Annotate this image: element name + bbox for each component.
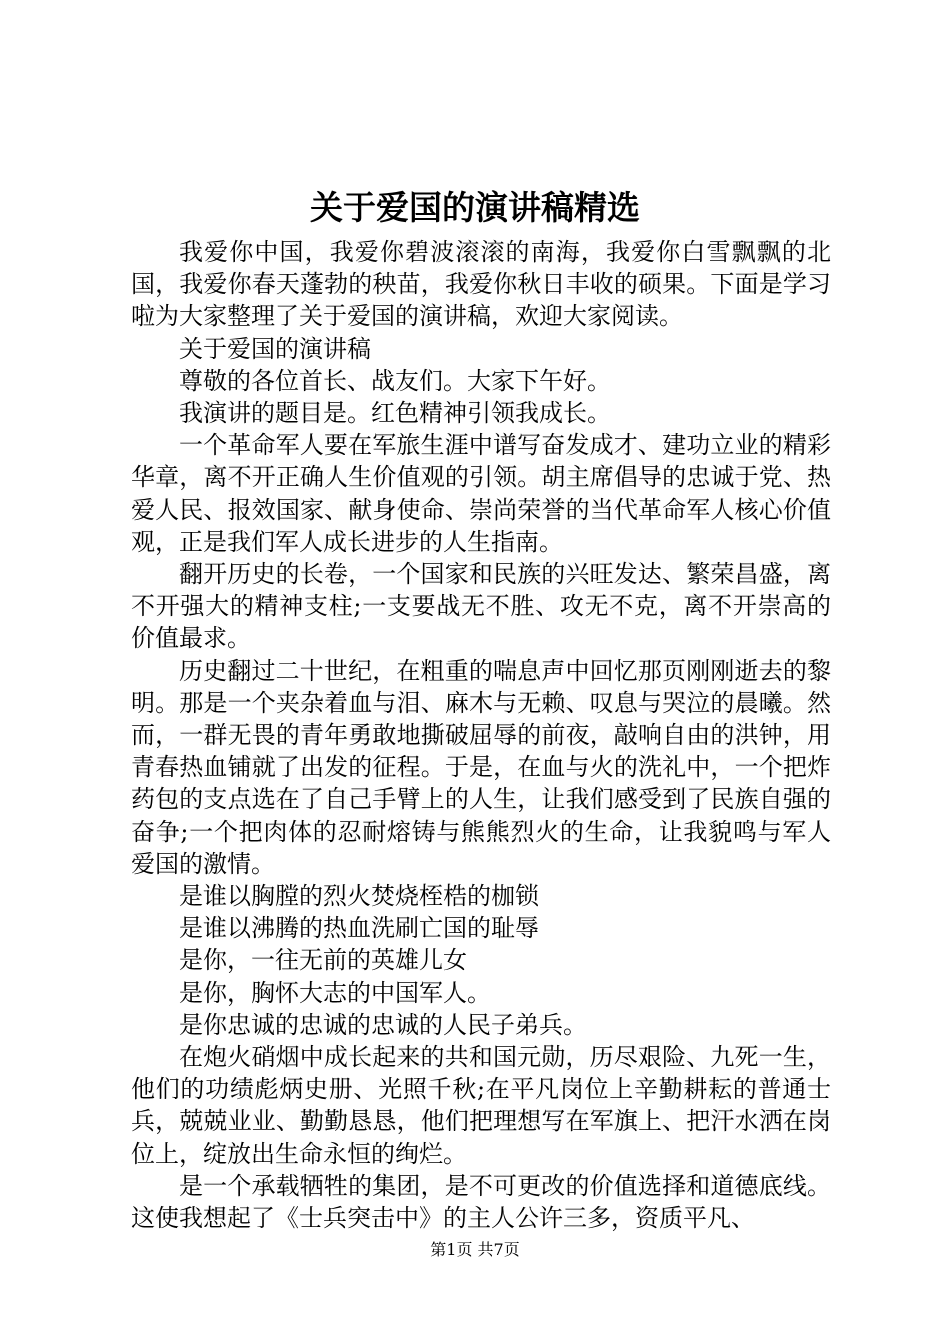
paragraph: 是谁以胸膛的烈火焚烧桎梏的枷锁	[179, 882, 539, 911]
paragraph: 在炮火硝烟中成长起来的共和国元勋，历尽艰险、九死一生，他们的功绩彪炳史册、光照千秋;在平凡岗位上辛勤耕耘的普通士兵，兢兢业业、勤勤恳恳，他们把理想写在军旗上、把汗水洒在岗位上，绽放出生命永恒的绚烂。	[131, 1043, 831, 1168]
paragraph: 是你，胸怀大志的中国军人。	[179, 978, 491, 1007]
document-title: 关于爱国的演讲稿精选	[310, 188, 640, 227]
paragraph: 翻开历史的长卷，一个国家和民族的兴旺发达、繁荣昌盛，离不开强大的精神支柱;一支要战无不胜、攻无不克，离不开崇高的价值最求。	[131, 560, 831, 653]
paragraph: 关于爱国的演讲稿	[179, 334, 371, 363]
paragraph: 我爱你中国，我爱你碧波滚滚的南海，我爱你白雪飘飘的北国，我爱你春天蓬勃的秧苗，我爱你秋日丰收的硕果。下面是学习啦为大家整理了关于爱国的演讲稿，欢迎大家阅读。	[131, 238, 831, 331]
paragraph: 是一个承载牺牲的集团，是不可更改的价值选择和道德底线。这使我想起了《士兵突击中》的主人公许三多，资质平凡、	[131, 1171, 831, 1233]
paragraph: 是谁以沸腾的热血洗刷亡国的耻辱	[179, 914, 539, 943]
page-footer: 第1页 共7页	[430, 1240, 520, 1259]
paragraph: 历史翻过二十世纪，在粗重的喘息声中回忆那页刚刚逝去的黎明。那是一个夹杂着血与泪、麻木与无赖、叹息与哭泣的晨曦。然而，一群无畏的青年勇敢地撕破屈辱的前夜，敲响自由的洪钟，用青春热血铺就了出发的征程。于是，在血与火的洗礼中，一个把炸药包的支点选在了自己手臂上的人生，让我们感受到了民族自强的奋争;一个把肉体的忍耐熔铸与熊熊烈火的生命，让我貌鸣与军人爱国的激情。	[131, 656, 831, 878]
paragraph: 一个革命军人要在军旅生涯中谱写奋发成才、建功立业的精彩华章，离不开正确人生价值观的引领。胡主席倡导的忠诚于党、热爱人民、报效国家、献身使命、崇尚荣誉的当代革命军人核心价值观，正是我们军人成长进步的人生指南。	[131, 431, 831, 556]
paragraph: 我演讲的题目是。红色精神引领我成长。	[179, 399, 611, 428]
paragraph: 是你忠诚的忠诚的忠诚的人民子弟兵。	[179, 1010, 587, 1039]
paragraph: 是你，一往无前的英雄儿女	[179, 946, 467, 975]
paragraph: 尊敬的各位首长、战友们。大家下午好。	[179, 366, 611, 395]
document-body	[131, 236, 831, 1234]
